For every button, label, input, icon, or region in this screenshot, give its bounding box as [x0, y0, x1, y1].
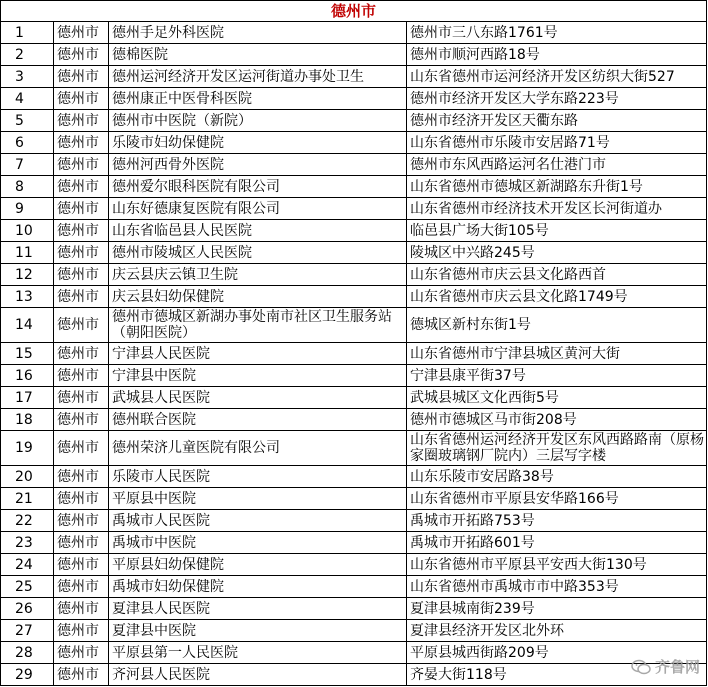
row-address: 齐晏大街118号 — [407, 664, 707, 686]
row-city: 德州市 — [54, 365, 109, 387]
row-number: 3 — [1, 66, 54, 88]
row-number: 9 — [1, 198, 54, 220]
table-row — [1, 264, 707, 286]
table-row — [1, 308, 707, 343]
row-city: 德州市 — [54, 642, 109, 664]
row-address: 山东省德州市乐陵市安居路71号 — [407, 132, 707, 154]
row-number: 27 — [1, 620, 54, 642]
row-number: 21 — [1, 488, 54, 510]
table-title: 德州市 — [1, 1, 707, 22]
row-city: 德州市 — [54, 466, 109, 488]
row-hospital: 德州市德城区新湖办事处南市社区卫生服务站（朝阳医院） — [109, 308, 407, 343]
row-address: 夏津县城南街239号 — [407, 598, 707, 620]
row-number: 15 — [1, 343, 54, 365]
row-city: 德州市 — [54, 286, 109, 308]
row-hospital: 禹城市妇幼保健院 — [109, 576, 407, 598]
row-address: 山东省德州市运河经济开发区纺织大街527 — [407, 66, 707, 88]
table-row — [1, 488, 707, 510]
row-city: 德州市 — [54, 110, 109, 132]
row-hospital: 庆云县妇幼保健院 — [109, 286, 407, 308]
row-hospital: 德州荣济儿童医院有限公司 — [109, 431, 407, 466]
row-address: 德州市三八东路1761号 — [407, 22, 707, 44]
row-hospital: 德州河西骨外医院 — [109, 154, 407, 176]
row-number: 29 — [1, 664, 54, 686]
row-hospital: 德州联合医院 — [109, 409, 407, 431]
row-number: 1 — [1, 22, 54, 44]
table-row — [1, 532, 707, 554]
row-city: 德州市 — [54, 44, 109, 66]
row-city: 德州市 — [54, 242, 109, 264]
row-city: 德州市 — [54, 176, 109, 198]
row-city: 德州市 — [54, 510, 109, 532]
row-hospital: 庆云县庆云镇卫生院 — [109, 264, 407, 286]
table-row — [1, 242, 707, 264]
watermark-text: 齐鲁网 — [654, 658, 700, 676]
table-row — [1, 431, 707, 466]
row-number: 22 — [1, 510, 54, 532]
row-number: 24 — [1, 554, 54, 576]
row-hospital: 德州爱尔眼科医院有限公司 — [109, 176, 407, 198]
wechat-icon — [631, 659, 651, 675]
table-row — [1, 365, 707, 387]
row-hospital: 武城县人民医院 — [109, 387, 407, 409]
row-city: 德州市 — [54, 198, 109, 220]
row-hospital: 平原县妇幼保健院 — [109, 554, 407, 576]
row-address: 德城区新村东街1号 — [407, 308, 707, 343]
row-address: 武城县城区文化西街5号 — [407, 387, 707, 409]
row-number: 11 — [1, 242, 54, 264]
row-number: 4 — [1, 88, 54, 110]
row-city: 德州市 — [54, 409, 109, 431]
table-row — [1, 154, 707, 176]
row-city: 德州市 — [54, 264, 109, 286]
table-row — [1, 576, 707, 598]
table-row — [1, 387, 707, 409]
row-address: 夏津县经济开发区北外环 — [407, 620, 707, 642]
row-hospital: 齐河县人民医院 — [109, 664, 407, 686]
row-number: 10 — [1, 220, 54, 242]
row-hospital: 平原县中医院 — [109, 488, 407, 510]
row-number: 25 — [1, 576, 54, 598]
row-number: 17 — [1, 387, 54, 409]
table-row — [1, 176, 707, 198]
row-address: 山东省德州运河经济开发区东风西路路南（原杨家圈玻璃钢厂院内）三层写字楼 — [407, 431, 707, 466]
table-row — [1, 598, 707, 620]
row-hospital: 德州手足外科医院 — [109, 22, 407, 44]
row-address: 陵城区中兴路245号 — [407, 242, 707, 264]
row-number: 23 — [1, 532, 54, 554]
table-row — [1, 664, 707, 686]
row-address: 平原县城西街路209号 — [407, 642, 707, 664]
row-number: 2 — [1, 44, 54, 66]
table-row — [1, 132, 707, 154]
table-row — [1, 88, 707, 110]
table-row — [1, 66, 707, 88]
row-hospital: 平原县第一人民医院 — [109, 642, 407, 664]
table-row — [1, 620, 707, 642]
table-row — [1, 642, 707, 664]
table-row — [1, 44, 707, 66]
watermark — [631, 656, 700, 677]
table-row — [1, 220, 707, 242]
row-address: 山东省德州市宁津县城区黄河大街 — [407, 343, 707, 365]
row-hospital: 山东省临邑县人民医院 — [109, 220, 407, 242]
table-row — [1, 409, 707, 431]
row-city: 德州市 — [54, 88, 109, 110]
row-number: 16 — [1, 365, 54, 387]
table-row — [1, 110, 707, 132]
row-number: 28 — [1, 642, 54, 664]
table-row — [1, 510, 707, 532]
row-city: 德州市 — [54, 598, 109, 620]
row-hospital: 宁津县人民医院 — [109, 343, 407, 365]
row-address: 德州市顺河西路18号 — [407, 44, 707, 66]
row-hospital: 德州市中医院（新院） — [109, 110, 407, 132]
table-row — [1, 286, 707, 308]
table-row — [1, 466, 707, 488]
row-hospital: 禹城市中医院 — [109, 532, 407, 554]
row-city: 德州市 — [54, 387, 109, 409]
row-hospital: 乐陵市妇幼保健院 — [109, 132, 407, 154]
row-address: 宁津县康平街37号 — [407, 365, 707, 387]
row-address: 禹城市开拓路753号 — [407, 510, 707, 532]
row-address: 德州市经济开发区大学东路223号 — [407, 88, 707, 110]
row-number: 20 — [1, 466, 54, 488]
row-number: 13 — [1, 286, 54, 308]
row-city: 德州市 — [54, 343, 109, 365]
row-city: 德州市 — [54, 554, 109, 576]
row-address: 德州市经济开发区天衢东路 — [407, 110, 707, 132]
row-hospital: 夏津县中医院 — [109, 620, 407, 642]
row-address: 山东省德州市平原县平安西大街130号 — [407, 554, 707, 576]
row-hospital: 德州运河经济开发区运河街道办事处卫生 — [109, 66, 407, 88]
row-address: 山东省德州市庆云县文化路西首 — [407, 264, 707, 286]
row-city: 德州市 — [54, 154, 109, 176]
row-address: 山东乐陵市安居路38号 — [407, 466, 707, 488]
row-number: 12 — [1, 264, 54, 286]
row-number: 14 — [1, 308, 54, 343]
table-row — [1, 343, 707, 365]
row-number: 19 — [1, 431, 54, 466]
row-address: 山东省德州市禹城市市中路353号 — [407, 576, 707, 598]
row-hospital: 德州市陵城区人民医院 — [109, 242, 407, 264]
row-address: 山东省德州市经济技术开发区长河街道办 — [407, 198, 707, 220]
row-address: 山东省德州市庆云县文化路1749号 — [407, 286, 707, 308]
row-city: 德州市 — [54, 532, 109, 554]
table-row — [1, 554, 707, 576]
table-row — [1, 198, 707, 220]
row-city: 德州市 — [54, 576, 109, 598]
row-address: 临邑县广场大街105号 — [407, 220, 707, 242]
row-hospital: 宁津县中医院 — [109, 365, 407, 387]
row-city: 德州市 — [54, 22, 109, 44]
row-address: 禹城市开拓路601号 — [407, 532, 707, 554]
row-hospital: 禹城市人民医院 — [109, 510, 407, 532]
row-city: 德州市 — [54, 66, 109, 88]
row-hospital: 乐陵市人民医院 — [109, 466, 407, 488]
row-address: 山东省德州市德城区新湖路东升街1号 — [407, 176, 707, 198]
row-address: 山东省德州市平原县安华路166号 — [407, 488, 707, 510]
row-number: 26 — [1, 598, 54, 620]
row-hospital: 德州康正中医骨科医院 — [109, 88, 407, 110]
row-hospital: 德棉医院 — [109, 44, 407, 66]
row-number: 18 — [1, 409, 54, 431]
row-number: 6 — [1, 132, 54, 154]
row-city: 德州市 — [54, 620, 109, 642]
table-title-row — [1, 1, 707, 22]
row-city: 德州市 — [54, 220, 109, 242]
row-hospital: 夏津县人民医院 — [109, 598, 407, 620]
row-number: 8 — [1, 176, 54, 198]
row-address: 德州市德城区马市街208号 — [407, 409, 707, 431]
row-address: 德州市东风西路运河名仕港门市 — [407, 154, 707, 176]
row-city: 德州市 — [54, 488, 109, 510]
row-number: 7 — [1, 154, 54, 176]
row-city: 德州市 — [54, 664, 109, 686]
row-city: 德州市 — [54, 132, 109, 154]
row-number: 5 — [1, 110, 54, 132]
table-row — [1, 22, 707, 44]
row-city: 德州市 — [54, 308, 109, 343]
row-hospital: 山东好德康复医院有限公司 — [109, 198, 407, 220]
row-city: 德州市 — [54, 431, 109, 466]
